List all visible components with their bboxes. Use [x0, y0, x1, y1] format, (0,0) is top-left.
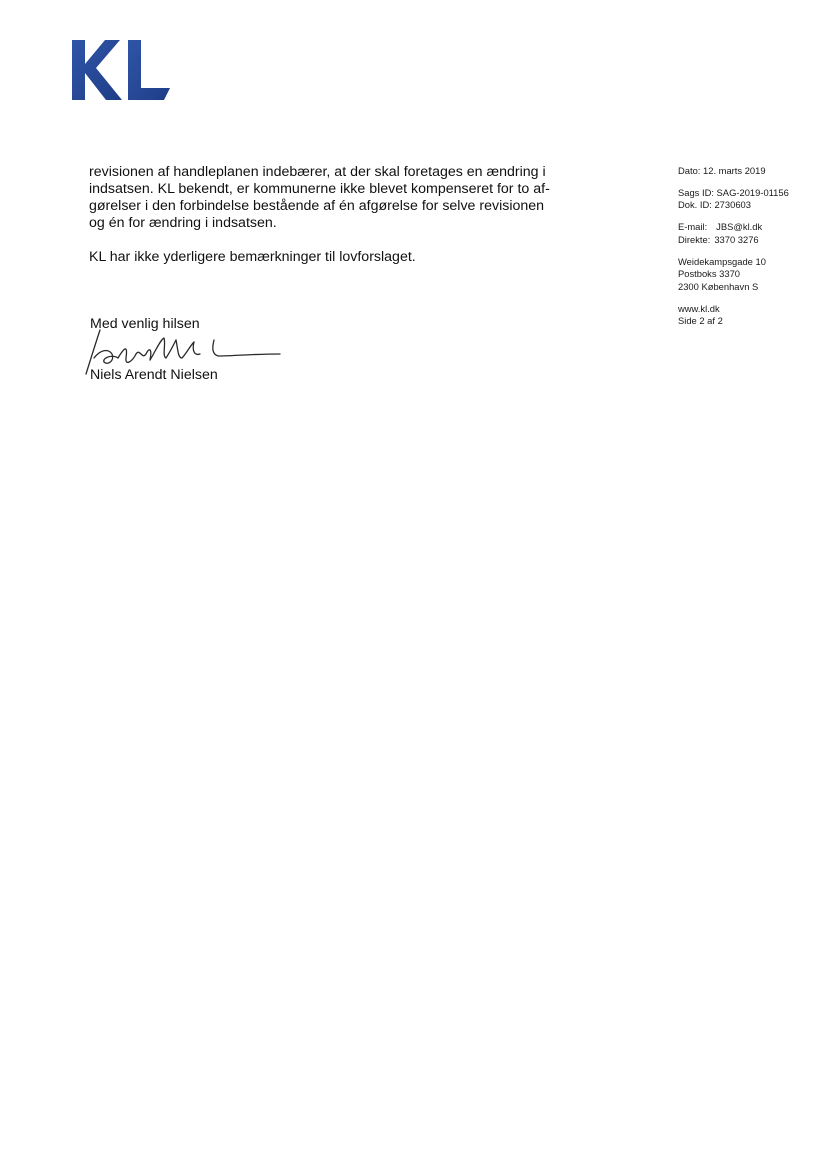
letter-paragraph: KL har ikke yderligere bemærkninger til lovforslaget. — [89, 249, 416, 265]
direct-phone-label: Direkte: — [678, 233, 711, 245]
direct-phone-line — [678, 234, 818, 246]
signer-name: Niels Arendt Nielsen — [90, 367, 218, 383]
page-number: Side 2 af 2 — [678, 315, 723, 327]
website-line: www.kl.dk — [678, 302, 720, 314]
letter-sidebar — [678, 165, 818, 337]
address-box: Postboks 3370 — [678, 268, 741, 280]
doc-id-line: Dok. ID: 2730603 — [678, 199, 751, 211]
email-value: JBS@kl.dk — [716, 221, 763, 233]
kl-logo — [72, 40, 170, 100]
case-id-line: Sags ID: SAG-2019-01156 — [678, 187, 789, 198]
closing-greeting: Med venlig hilsen — [90, 316, 200, 332]
letter-paragraph: revisionen af handleplanen indebærer, at der skal foretages en ændring i indsatsen. KL bekendt, er kommunerne ikke blevet kompenseret for to af- gørelser i den forbindelse bestående af én afgørelse for selve revisionen og én for ændring i indsatsen. — [89, 164, 550, 231]
date-line: Dato: 12. marts 2019 — [678, 165, 766, 176]
direct-phone-value: 3370 3276 — [714, 233, 759, 245]
letter-body — [89, 164, 569, 266]
address-street: Weidekampsgade 10 — [678, 255, 766, 267]
kl-logo-mark — [72, 40, 170, 100]
address-city: 2300 København S — [678, 280, 759, 292]
email-label: E-mail: — [678, 221, 708, 233]
email-line — [678, 221, 818, 233]
